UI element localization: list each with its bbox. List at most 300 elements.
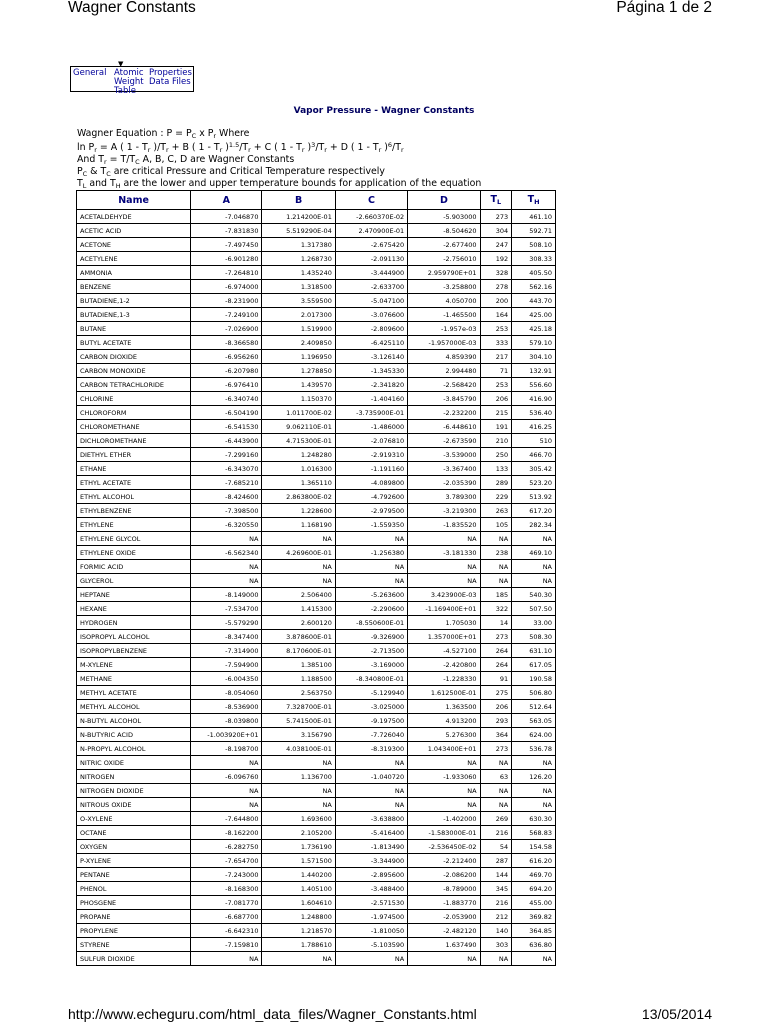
value-cell: 54 [480,840,512,854]
value-cell: 2.105200 [262,826,335,840]
page-footer-url: http://www.echeguru.com/html_data_files/Wagner_Constants.html [68,1006,477,1022]
value-cell: 1.268730 [262,252,335,266]
value-cell: 1.435240 [262,266,335,280]
value-cell: -6.642310 [191,924,262,938]
compound-name-cell: ETHANE [77,462,191,476]
value-cell: 308.33 [512,252,556,266]
value-cell: 263 [480,504,512,518]
table-row [77,210,556,224]
value-cell: -7.046870 [191,210,262,224]
value-cell: 694.20 [512,882,556,896]
compound-name-cell: BUTADIENE,1-2 [77,294,191,308]
critical-properties-note: $P_C$ & $T_C$ are critical Pressure and Critical Temperature respectively [77,166,385,178]
value-cell: NA [262,952,335,966]
value-cell: 562.16 [512,280,556,294]
table-row [77,770,556,784]
value-cell: 1.317380 [262,238,335,252]
value-cell: -4.089800 [335,476,407,490]
value-cell: 5.519290E-04 [262,224,335,238]
table-row [77,448,556,462]
nav-link-general[interactable]: General [73,68,107,78]
page-number: Página 1 de 2 [616,0,712,16]
value-cell: 144 [480,868,512,882]
table-row [77,462,556,476]
table-row [77,294,556,308]
value-cell: 1.278850 [262,364,335,378]
value-cell: -1.933060 [408,770,480,784]
value-cell: 1.385100 [262,658,335,672]
table-row [77,658,556,672]
value-cell: 1.218570 [262,924,335,938]
value-cell: -2.919310 [335,448,407,462]
table-row [77,672,556,686]
compound-name-cell: NITROUS OXIDE [77,798,191,812]
value-cell: -3.169000 [335,658,407,672]
value-cell: 1.016300 [262,462,335,476]
value-cell: 507.50 [512,602,556,616]
compound-name-cell: N-BUTYL ALCOHOL [77,714,191,728]
value-cell: -4.792600 [335,490,407,504]
value-cell: 140 [480,924,512,938]
value-cell: NA [335,574,407,588]
value-cell: 190.58 [512,672,556,686]
value-cell: -2.756010 [408,252,480,266]
value-cell: -2.035390 [408,476,480,490]
table-row [77,854,556,868]
value-cell: -8.347400 [191,630,262,644]
compound-name-cell: PROPYLENE [77,924,191,938]
table-row [77,420,556,434]
value-cell: -2.076810 [335,434,407,448]
value-cell: -1.957000E-03 [408,336,480,350]
compound-name-cell: BENZENE [77,280,191,294]
compound-name-cell: ACETALDEHYDE [77,210,191,224]
value-cell: 2.470900E-01 [335,224,407,238]
value-cell: NA [335,952,407,966]
value-cell: -3.539000 [408,448,480,462]
table-row [77,266,556,280]
value-cell: -2.675420 [335,238,407,252]
table-row [77,868,556,882]
value-cell: 238 [480,546,512,560]
value-cell: -7.654700 [191,854,262,868]
wagner-constants-table [76,190,556,966]
value-cell: -3.735900E-01 [335,406,407,420]
value-cell: 253 [480,322,512,336]
compound-name-cell: N-PROPYL ALCOHOL [77,742,191,756]
compound-name-cell: O-XYLENE [77,812,191,826]
value-cell: NA [512,574,556,588]
value-cell: NA [480,560,512,574]
value-cell: 206 [480,392,512,406]
compound-name-cell: NITROGEN DIOXIDE [77,784,191,798]
value-cell: -8.366580 [191,336,262,350]
value-cell: 469.70 [512,868,556,882]
value-cell: -2.091130 [335,252,407,266]
value-cell: 1.440200 [262,868,335,882]
value-cell: -7.159810 [191,938,262,952]
value-cell: 1.363500 [408,700,480,714]
value-cell: -7.685210 [191,476,262,490]
value-cell: -1.486000 [335,420,407,434]
value-cell: -8.149000 [191,588,262,602]
value-cell: 1.365110 [262,476,335,490]
value-cell: 568.83 [512,826,556,840]
value-cell: 2.506400 [262,588,335,602]
value-cell: 1.405100 [262,882,335,896]
value-cell: -1.402000 [408,812,480,826]
value-cell: 5.741500E-01 [262,714,335,728]
value-cell: 275 [480,686,512,700]
table-row [77,364,556,378]
value-cell: -7.831830 [191,224,262,238]
value-cell: 616.20 [512,854,556,868]
value-cell: -5.903000 [408,210,480,224]
compound-name-cell: AMMONIA [77,266,191,280]
value-cell: -6.207980 [191,364,262,378]
table-row [77,700,556,714]
nav-link-atomic-weight-table[interactable]: Atomic Weight Table [114,68,144,96]
value-cell: 364.85 [512,924,556,938]
value-cell: NA [408,756,480,770]
table-row [77,392,556,406]
value-cell: NA [335,784,407,798]
value-cell: -6.443900 [191,434,262,448]
compound-name-cell: SULFUR DIOXIDE [77,952,191,966]
value-cell: -8.054060 [191,686,262,700]
value-cell: 508.10 [512,238,556,252]
value-cell: 1.043400E+01 [408,742,480,756]
value-cell: -3.488400 [335,882,407,896]
value-cell: -3.126140 [335,350,407,364]
value-cell: NA [512,532,556,546]
table-row [77,896,556,910]
value-cell: 200 [480,294,512,308]
value-cell: -3.258800 [408,280,480,294]
value-cell: -1.228330 [408,672,480,686]
compound-name-cell: PENTANE [77,868,191,882]
table-row [77,476,556,490]
value-cell: -3.367400 [408,462,480,476]
temperature-bounds-note: $T_L$ and $T_H$ are the lower and upper temperature bounds for application of the equation [77,178,482,190]
compound-name-cell: ACETIC ACID [77,224,191,238]
table-row [77,224,556,238]
page-footer-date: 13/05/2014 [641,1006,712,1022]
value-cell: NA [512,560,556,574]
value-cell: 154.58 [512,840,556,854]
value-cell: 282.34 [512,518,556,532]
value-cell: -3.845790 [408,392,480,406]
compound-name-cell: METHYL ACETATE [77,686,191,700]
value-cell: -8.550600E-01 [335,616,407,630]
table-row [77,840,556,854]
value-cell: -1.345330 [335,364,407,378]
table-row [77,826,556,840]
nav-marker-icon: ▼ [118,60,124,68]
value-cell: NA [512,952,556,966]
table-row [77,686,556,700]
compound-name-cell: NITRIC OXIDE [77,756,191,770]
value-cell: 9.062110E-01 [262,420,335,434]
value-cell: -8.319300 [335,742,407,756]
value-cell: NA [335,798,407,812]
table-row [77,938,556,952]
compound-name-cell: METHANE [77,672,191,686]
table-row [77,532,556,546]
compound-name-cell: M-XYLENE [77,658,191,672]
table-row [77,238,556,252]
value-cell: 264 [480,658,512,672]
compound-name-cell: PHOSGENE [77,896,191,910]
value-cell: -1.040720 [335,770,407,784]
value-cell: 328 [480,266,512,280]
value-cell: 624.00 [512,728,556,742]
table-row [77,756,556,770]
value-cell: 303 [480,938,512,952]
value-cell: 3.423900E-03 [408,588,480,602]
compound-name-cell: CARBON DIOXIDE [77,350,191,364]
value-cell: -3.344900 [335,854,407,868]
compound-name-cell: HYDROGEN [77,616,191,630]
value-cell: -6.562340 [191,546,262,560]
compound-name-cell: N-BUTYRIC ACID [77,728,191,742]
compound-name-cell: P-XYLENE [77,854,191,868]
value-cell: 513.92 [512,490,556,504]
table-row [77,434,556,448]
value-cell: -6.541530 [191,420,262,434]
value-cell: 1.228600 [262,504,335,518]
value-cell: 523.20 [512,476,556,490]
value-cell: NA [480,532,512,546]
value-cell: 3.789300 [408,490,480,504]
value-cell: 1.136700 [262,770,335,784]
table-row [77,714,556,728]
value-cell: -2.979500 [335,504,407,518]
value-cell: 133 [480,462,512,476]
value-cell: 469.10 [512,546,556,560]
value-cell: 510 [512,434,556,448]
value-cell: 210 [480,434,512,448]
value-cell: 1.604610 [262,896,335,910]
table-row [77,504,556,518]
value-cell: 2.959790E+01 [408,266,480,280]
value-cell: 191 [480,420,512,434]
compound-name-cell: CHLOROMETHANE [77,420,191,434]
value-cell: -1.813490 [335,840,407,854]
compound-name-cell: CHLORINE [77,392,191,406]
value-cell: -1.256380 [335,546,407,560]
table-row [77,644,556,658]
value-cell: -3.025000 [335,700,407,714]
value-cell: 1.011700E-02 [262,406,335,420]
value-cell: -5.129940 [335,686,407,700]
value-cell: 217 [480,350,512,364]
value-cell: 247 [480,238,512,252]
compound-name-cell: ETHYLENE OXIDE [77,546,191,560]
value-cell: 273 [480,742,512,756]
compound-name-cell: ACETYLENE [77,252,191,266]
value-cell: -2.341820 [335,378,407,392]
value-cell: -6.096760 [191,770,262,784]
value-cell: 91 [480,672,512,686]
value-cell: -8.789000 [408,882,480,896]
value-cell: -7.497450 [191,238,262,252]
table-row [77,798,556,812]
value-cell: -1.583000E-01 [408,826,480,840]
value-cell: -1.883770 [408,896,480,910]
value-cell: -1.404160 [335,392,407,406]
value-cell: 536.40 [512,406,556,420]
value-cell: 2.017300 [262,308,335,322]
value-cell: -7.264810 [191,266,262,280]
value-cell: 305.42 [512,462,556,476]
value-cell: 506.80 [512,686,556,700]
value-cell: NA [408,574,480,588]
value-cell: -9.197500 [335,714,407,728]
compound-name-cell: ISOPROPYLBENZENE [77,644,191,658]
compound-name-cell: ISOPROPYL ALCOHOL [77,630,191,644]
value-cell: 2.994480 [408,364,480,378]
value-cell: -2.809600 [335,322,407,336]
table-row [77,602,556,616]
compound-name-cell: CARBON TETRACHLORIDE [77,378,191,392]
value-cell: NA [512,756,556,770]
table-row [77,952,556,966]
value-cell: 617.05 [512,658,556,672]
value-cell: 592.71 [512,224,556,238]
value-cell: -2.677400 [408,238,480,252]
value-cell: -5.103590 [335,938,407,952]
column-header-d: D [408,191,480,210]
value-cell: 636.80 [512,938,556,952]
value-cell: 416.25 [512,420,556,434]
value-cell: 1.168190 [262,518,335,532]
table-row [77,616,556,630]
value-cell: 508.30 [512,630,556,644]
value-cell: 2.600120 [262,616,335,630]
value-cell: 8.170600E-01 [262,644,335,658]
value-cell: 253 [480,378,512,392]
value-cell: -6.687700 [191,910,262,924]
value-cell: 1.196950 [262,350,335,364]
value-cell: -7.534700 [191,602,262,616]
value-cell: -7.644800 [191,812,262,826]
value-cell: 2.409850 [262,336,335,350]
value-cell: -1.003920E+01 [191,728,262,742]
value-cell: 3.878600E-01 [262,630,335,644]
value-cell: 4.038100E-01 [262,742,335,756]
value-cell: 1.150370 [262,392,335,406]
value-cell: -7.026900 [191,322,262,336]
value-cell: 1.612500E-01 [408,686,480,700]
compound-name-cell: BUTADIENE,1-3 [77,308,191,322]
value-cell: 126.20 [512,770,556,784]
value-cell: NA [262,560,335,574]
compound-name-cell: CARBON MONOXIDE [77,364,191,378]
value-cell: -7.398500 [191,504,262,518]
table-row [77,574,556,588]
value-cell: NA [480,756,512,770]
value-cell: 264 [480,644,512,658]
value-cell: 71 [480,364,512,378]
value-cell: -3.638800 [335,812,407,826]
table-row [77,336,556,350]
compound-name-cell: DICHLOROMETHANE [77,434,191,448]
value-cell: -8.231900 [191,294,262,308]
compound-name-cell: ETHYLENE [77,518,191,532]
value-cell: 443.70 [512,294,556,308]
value-cell: -6.448610 [408,420,480,434]
table-row [77,378,556,392]
value-cell: NA [262,574,335,588]
value-cell: 273 [480,630,512,644]
value-cell: NA [335,532,407,546]
value-cell: NA [335,560,407,574]
value-cell: 1.415300 [262,602,335,616]
wagner-equation: $\ln P_r = A$ ( $1 - T_r$ )$/T_r + B$ ( $1 - T_r$ )$^{1.5}/T_r + C$ ( $1 - T_r$ )$^3/T_r + D$ ( $1 - T_r$ )$^6/T_r$ [77,141,404,154]
table-header-row [77,191,556,210]
value-cell: 1.693600 [262,812,335,826]
value-cell: 579.10 [512,336,556,350]
value-cell: -7.243000 [191,868,262,882]
value-cell: -6.976410 [191,378,262,392]
compound-name-cell: PROPANE [77,910,191,924]
value-cell: -3.181330 [408,546,480,560]
compound-name-cell: CHLOROFORM [77,406,191,420]
value-cell: 7.328700E-01 [262,700,335,714]
value-cell: 4.715300E-01 [262,434,335,448]
value-cell: -5.047100 [335,294,407,308]
value-cell: -5.416400 [335,826,407,840]
table-row [77,308,556,322]
value-cell: -7.249100 [191,308,262,322]
value-cell: NA [480,574,512,588]
nav-link-properties-data-files[interactable]: Properties Data Files [149,68,192,87]
value-cell: 416.90 [512,392,556,406]
value-cell: 278 [480,280,512,294]
compound-name-cell: HEPTANE [77,588,191,602]
value-cell: -2.895600 [335,868,407,882]
value-cell: -6.956260 [191,350,262,364]
column-header-c: C [335,191,407,210]
value-cell: 105 [480,518,512,532]
value-cell: -6.343070 [191,462,262,476]
value-cell: NA [191,756,262,770]
value-cell: NA [408,560,480,574]
table-row [77,910,556,924]
value-cell: 333 [480,336,512,350]
value-cell: NA [262,532,335,546]
value-cell: 289 [480,476,512,490]
value-cell: -2.212400 [408,854,480,868]
value-cell: 212 [480,910,512,924]
table-row [77,350,556,364]
value-cell: 4.859390 [408,350,480,364]
value-cell: 206 [480,700,512,714]
value-cell: 345 [480,882,512,896]
value-cell: NA [512,784,556,798]
value-cell: 630.30 [512,812,556,826]
value-cell: 1.357000E+01 [408,630,480,644]
compound-name-cell: METHYL ALCOHOL [77,700,191,714]
value-cell: 304.10 [512,350,556,364]
compound-name-cell: GLYCEROL [77,574,191,588]
value-cell: 2.563750 [262,686,335,700]
value-cell: 2.863800E-02 [262,490,335,504]
value-cell: 164 [480,308,512,322]
value-cell: -3.219300 [408,504,480,518]
value-cell: -1.957e-03 [408,322,480,336]
